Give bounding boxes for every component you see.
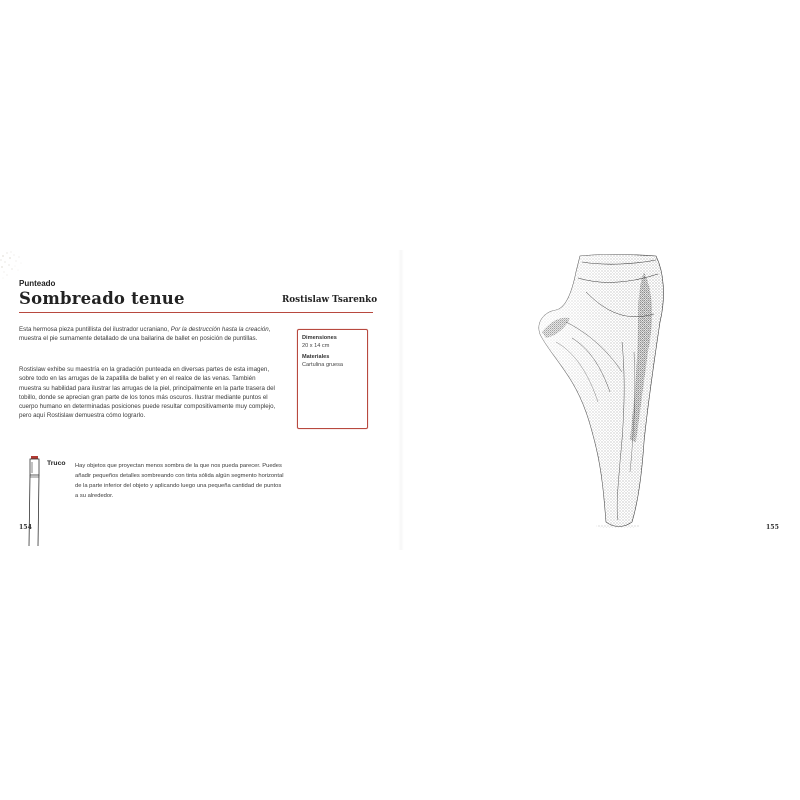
intro-text-start: Esta hermosa pieza puntillista del ilustrador ucraniano, <box>19 326 171 333</box>
materials-label: Materiales <box>302 354 330 360</box>
intro-paragraph <box>19 325 277 344</box>
page-title: Sombreado tenue <box>19 289 185 308</box>
artwork-title: Por la destrucción hasta la creación <box>170 326 269 333</box>
ballet-shoe-illustration <box>526 252 676 532</box>
info-box <box>297 329 368 429</box>
book-gutter <box>398 250 404 550</box>
dimensions-value: 20 x 14 cm <box>302 343 330 349</box>
tip-label: Truco <box>47 460 66 467</box>
tip-text: Hay objetos que proyectan menos sombra de la que nos pueda parecer. Puedes añadir pequeños detalles sombreando con tinta sólida algún segmento horizontal de la parte inferior del objeto y aplicando luego una pequeña cantidad de puntos a su alrededor. <box>75 463 284 499</box>
materials-value: Cartulina gruesa <box>302 362 344 368</box>
page-number-left: 154 <box>19 524 32 531</box>
pen-icon <box>24 456 44 546</box>
dimensions-label: Dimensiones <box>302 335 337 341</box>
section-label: Punteado <box>19 279 56 288</box>
body-paragraph: Rostislaw exhibe su maestría en la gradación punteada en diversas partes de esta imagen, sobre todo en las arrugas de la zapatilla de ballet y en el realce de las venas. También muestra su habilidad para ilustrar las arrugas de la piel, principalmente en la parte trasera del tobillo, donde se aprecian gran parte de los tonos más oscuros. Ilustrar mediante puntos el cuerpo humano en determinadas posiciones puede resultar compositivamente muy complejo, pero aquí Rostislaw demuestra cómo lograrlo. <box>19 366 276 420</box>
page-number-right: 155 <box>766 524 779 531</box>
intro-text-end: , muestra el pie sumamente detallado de una bailarina de ballet en posición de puntillas. <box>19 326 271 343</box>
author-name: Rostislaw Tsarenko <box>282 295 378 305</box>
title-rule <box>19 312 373 313</box>
